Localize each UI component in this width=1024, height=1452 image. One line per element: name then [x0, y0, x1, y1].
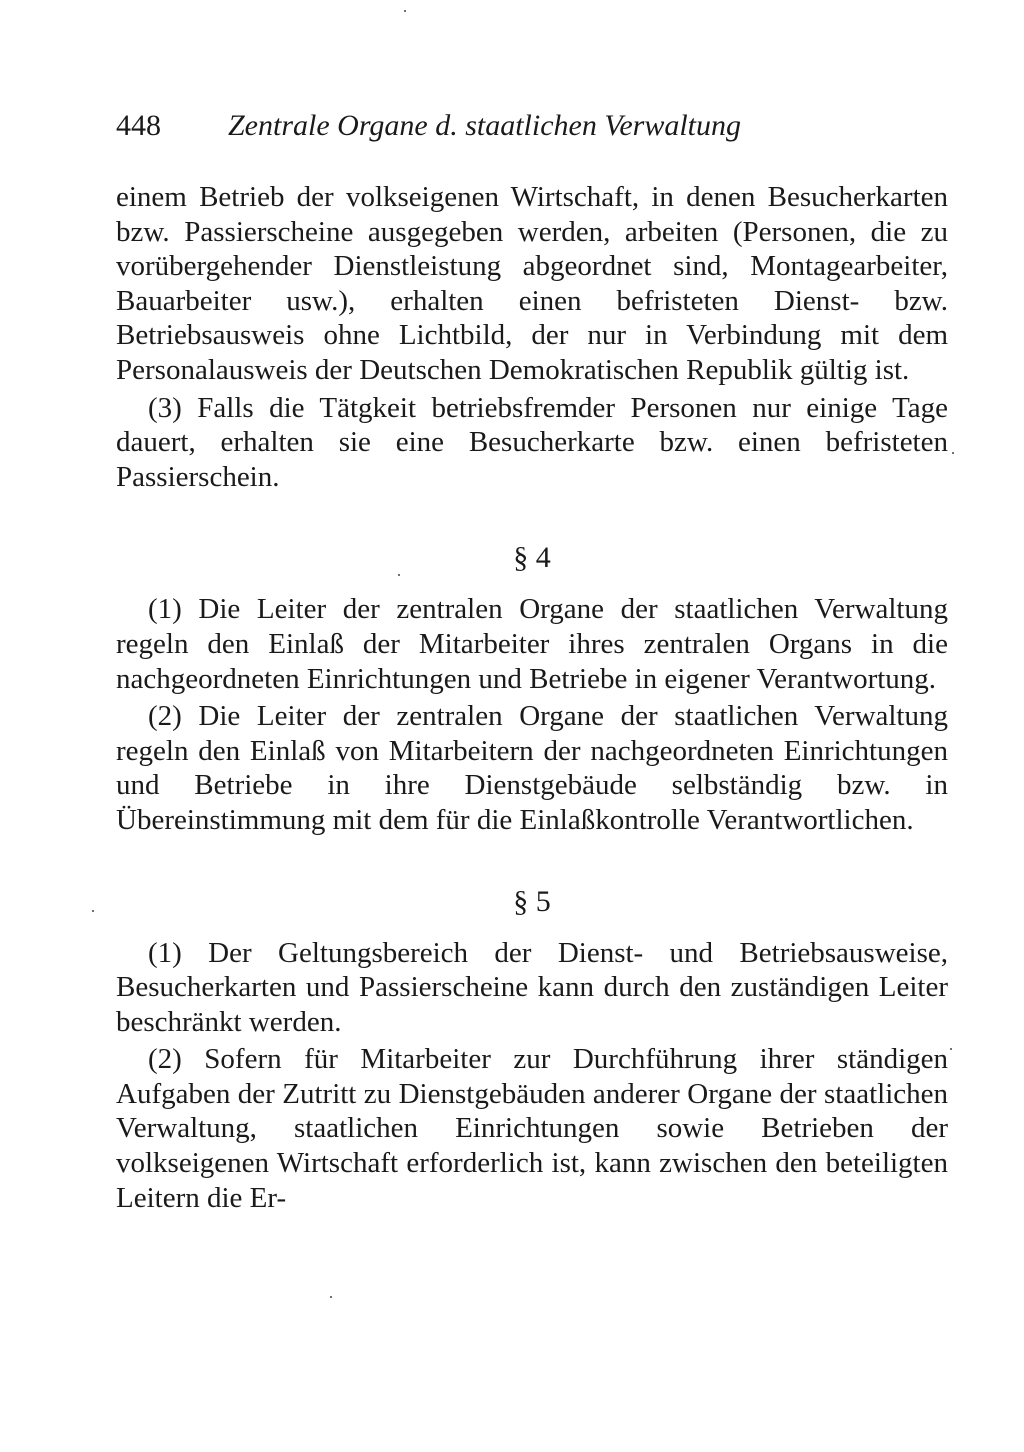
paragraph-5-1: (1) Der Geltungsbereich der Dienst- und Betriebsausweise, Besucherkarten und Passierscheine kann durch den zuständigen Leiter beschränkt werden.	[116, 936, 948, 1038]
page-number: 448	[116, 109, 161, 142]
scan-speck	[950, 1048, 952, 1050]
scan-speck	[952, 452, 954, 454]
paragraph-continuation: einem Betrieb der volkseigenen Wirtschaft, in denen Besucherkarten bzw. Passierscheine ausgegeben werden, arbeiten (Personen, die zu vorübergehender Dienstleistung abgeordnet sind, Montagearbeiter, Bauarbeiter usw.), erhalten einen befristeten Dienst- bzw. Betriebsausweis ohne Lichtbild, der nur in Verbindung mit dem Personalausweis der Deutschen Demokratischen Republik gültig ist.	[116, 181, 948, 386]
scan-speck	[398, 574, 400, 576]
section-heading-5: § 5	[513, 884, 551, 918]
paragraph-5-2: (2) Sofern für Mitarbeiter zur Durchführung ihrer ständigen Aufgaben der Zutritt zu Dienstgebäuden anderer Organe der staatlichen Verwaltung, staatlichen Einrichtungen sowie Betrieben der volkseigenen Wirtschaft erforderlich ist, kann zwischen den beteiligten Leitern die Er-	[116, 1043, 948, 1214]
paragraph-4-2: (2) Die Leiter der zentralen Organe der staatlichen Verwaltung regeln den Einlaß von Mitarbeitern der nachgeordneten Einrichtungen und Betriebe in ihre Dienstgebäude selbständig bzw. in Übereinstimmung mit dem für die Einlaßkontrolle Verantwortlichen.	[116, 700, 948, 836]
page-header	[116, 104, 856, 148]
section-heading-4: § 4	[513, 541, 551, 575]
paragraph-3-3: (3) Falls die Tätgkeit betriebsfremder Personen nur einige Tage dauert, erhalten sie eine Besucherkarte bzw. einen befristeten Passierschein.	[116, 391, 948, 493]
paragraph-4-1: (1) Die Leiter der zentralen Organe der staatlichen Verwaltung regeln den Einlaß der Mitarbeiter ihres zentralen Organs in die nachgeordneten Einrichtungen und Betriebe in eigener Verantwortung.	[116, 593, 948, 695]
running-title: Zentrale Organe d. staatlichen Verwaltung	[228, 109, 742, 142]
scan-speck	[330, 1296, 332, 1298]
scan-speck	[92, 910, 94, 912]
scan-speck	[404, 10, 406, 12]
body-text	[116, 180, 948, 1215]
